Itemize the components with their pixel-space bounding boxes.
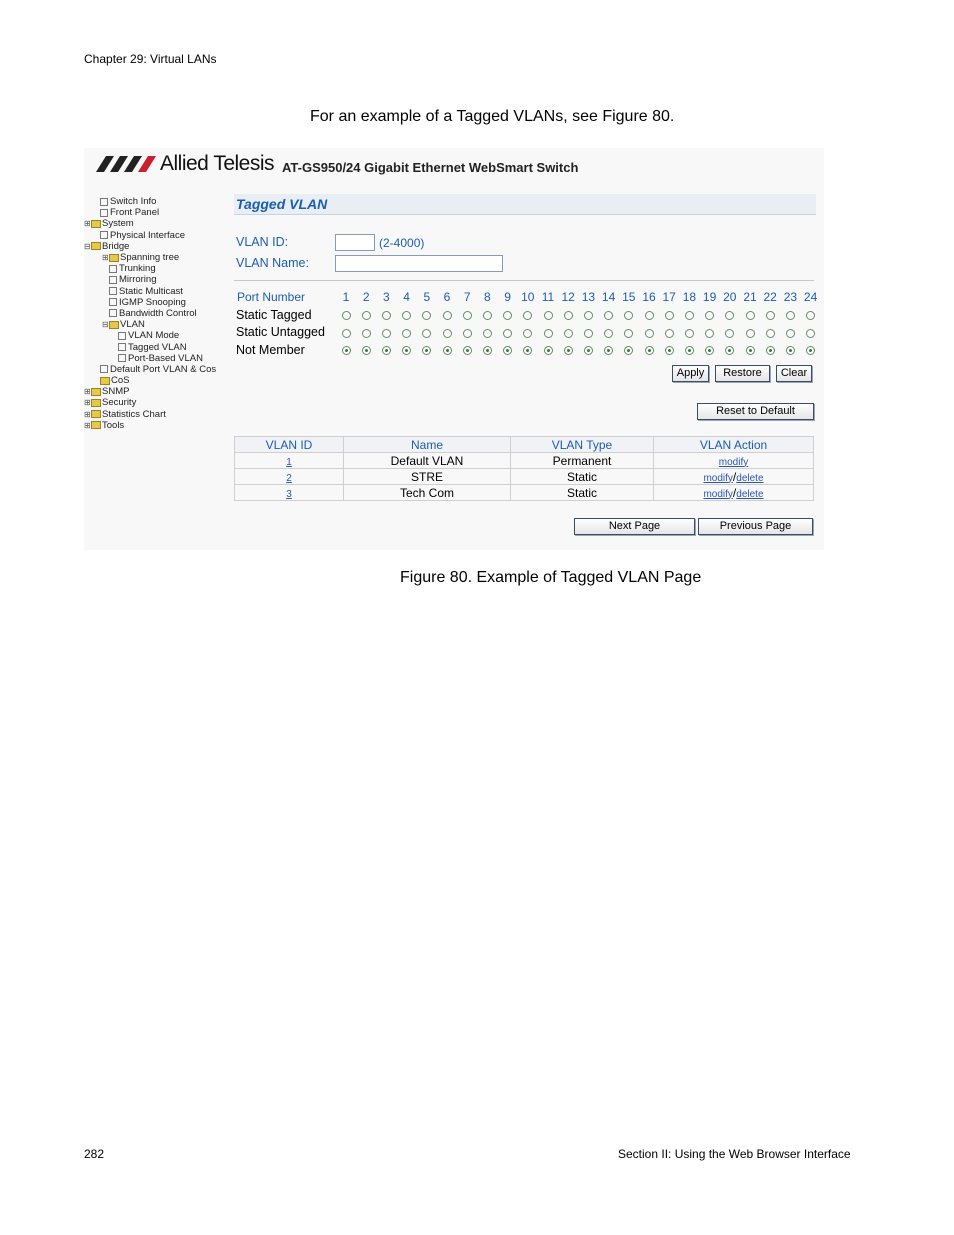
port-radio[interactable] (786, 329, 795, 338)
port-radio[interactable] (766, 329, 775, 338)
port-radio[interactable] (645, 311, 654, 320)
expander-icon[interactable]: ⊞ (102, 253, 109, 263)
port-number: 13 (581, 290, 596, 304)
port-radio[interactable] (382, 311, 391, 320)
tree-item[interactable] (84, 196, 224, 207)
vlan-id-link[interactable]: 2 (286, 472, 292, 484)
folder-icon (91, 410, 101, 418)
tree-item[interactable] (84, 341, 224, 352)
port-radio[interactable] (766, 311, 775, 320)
vlan-name-label: VLAN Name: (236, 256, 309, 270)
port-radio[interactable] (362, 311, 371, 320)
column-header: Name (344, 437, 511, 453)
port-radio[interactable] (402, 346, 411, 355)
port-radio[interactable] (402, 311, 411, 320)
vlan-type-cell: Permanent (511, 453, 654, 469)
port-radio[interactable] (786, 346, 795, 355)
table-row (235, 469, 814, 485)
not-member-label: Not Member (236, 343, 305, 357)
vlan-action-cell (654, 453, 814, 469)
port-number: 18 (682, 290, 697, 304)
port-radio[interactable] (463, 346, 472, 355)
port-number: 14 (601, 290, 616, 304)
port-radio[interactable] (604, 329, 613, 338)
page-title: Tagged VLAN (236, 196, 328, 212)
vlan-id-range: (2-4000) (379, 236, 425, 250)
port-number: 8 (484, 290, 491, 304)
port-radio[interactable] (362, 329, 371, 338)
tree-item[interactable] (84, 263, 224, 274)
logo (96, 153, 274, 175)
folder-icon (109, 321, 119, 329)
page-icon (100, 198, 108, 206)
tree-item-label: Spanning tree (120, 252, 180, 264)
port-radio[interactable] (422, 329, 431, 338)
vlan-action-cell: modify/delete (654, 485, 814, 501)
port-number: 16 (642, 290, 656, 304)
port-radio[interactable] (624, 311, 633, 320)
tree-item-label: Tools (102, 419, 125, 431)
apply-button[interactable]: Apply (672, 365, 709, 382)
port-radio[interactable] (342, 346, 351, 355)
port-radio[interactable] (523, 329, 532, 338)
tree-item[interactable] (84, 241, 224, 252)
port-number: 12 (561, 290, 575, 304)
page-icon (118, 354, 126, 362)
port-number: 2 (362, 290, 370, 304)
vlan-name-cell: STRE (344, 469, 511, 485)
expander-icon[interactable]: ⊟ (84, 241, 91, 251)
tree-item-label: Bridge (102, 240, 130, 252)
delete-link[interactable]: delete (736, 488, 764, 500)
port-radio[interactable] (503, 346, 512, 355)
vlan-type-cell: Static (511, 469, 654, 485)
port-number: 3 (383, 290, 390, 304)
port-radio[interactable] (604, 346, 613, 355)
port-number: 17 (662, 290, 676, 304)
tree-item[interactable] (84, 218, 224, 229)
port-radio[interactable] (806, 346, 815, 355)
folder-icon (91, 388, 101, 396)
expander-icon[interactable]: ⊟ (102, 320, 109, 330)
figure-caption: Figure 80. Example of Tagged VLAN Page (400, 569, 702, 586)
port-radio[interactable] (564, 329, 573, 338)
folder-icon (91, 220, 101, 228)
port-radio[interactable] (362, 346, 371, 355)
clear-button[interactable]: Clear (776, 365, 812, 382)
tree-item[interactable] (84, 375, 224, 386)
folder-icon (91, 399, 101, 407)
port-radio[interactable] (746, 346, 755, 355)
port-radio[interactable] (382, 329, 391, 338)
port-number: 15 (622, 290, 636, 304)
port-number-label: Port Number (237, 290, 306, 304)
vlan-action-cell: modify/delete (654, 469, 814, 485)
port-radio[interactable] (624, 346, 633, 355)
port-radio[interactable] (806, 311, 815, 320)
tree-item[interactable] (84, 409, 224, 420)
port-radio[interactable] (483, 311, 492, 320)
port-radio[interactable] (725, 346, 734, 355)
port-number: 19 (702, 290, 717, 304)
vlan-id-link[interactable]: 1 (286, 456, 292, 468)
vlan-id-input[interactable] (335, 234, 375, 251)
tree-item-label: Tagged VLAN (128, 341, 187, 353)
tree-item-label: Security (102, 397, 137, 409)
page-number: 282 (84, 1147, 105, 1161)
port-radio[interactable] (443, 329, 452, 338)
port-radio[interactable] (705, 346, 714, 355)
port-radio[interactable] (665, 329, 674, 338)
tree-item[interactable] (84, 297, 224, 308)
port-number: 4 (403, 290, 410, 304)
intro-text: For an example of a Tagged VLANs, see Figure 80. (310, 108, 675, 125)
port-radio[interactable] (564, 346, 573, 355)
modify-link[interactable]: modify (703, 488, 733, 500)
vlan-id-label: VLAN ID: (236, 235, 289, 249)
vlan-type-cell: Static (511, 485, 654, 501)
allied-telesis-logo-icon (96, 154, 156, 174)
port-number: 23 (783, 290, 798, 304)
tree-item-label: System (102, 218, 134, 230)
table-row (235, 485, 814, 501)
modify-link[interactable]: modify (718, 456, 749, 468)
table-row (235, 453, 814, 469)
port-radio[interactable] (624, 329, 633, 338)
port-radio[interactable] (443, 311, 452, 320)
tree-item-label: Port-Based VLAN (128, 352, 203, 364)
port-radio[interactable] (422, 311, 431, 320)
tree-item-label: Default Port VLAN & Cos (110, 363, 217, 375)
port-radio[interactable] (483, 329, 492, 338)
port-radio[interactable] (544, 329, 553, 338)
expander-icon[interactable]: ⊞ (84, 420, 91, 430)
tree-item-label: IGMP Snooping (119, 296, 186, 308)
logo-text: Allied Telesis (160, 152, 275, 175)
page-icon (109, 298, 117, 306)
restore-button[interactable]: Restore (715, 365, 770, 382)
static-tagged-label: Static Tagged (236, 308, 312, 322)
folder-icon (91, 421, 101, 429)
port-radio[interactable] (645, 329, 654, 338)
page-icon (100, 365, 108, 373)
tree-item-label: Bandwidth Control (119, 307, 197, 319)
port-number: 5 (423, 290, 431, 304)
port-radio[interactable] (503, 329, 512, 338)
port-radio[interactable] (584, 311, 593, 320)
tree-item[interactable] (84, 286, 224, 297)
port-radio[interactable] (523, 346, 532, 355)
product-name: AT-GS950/24 Gigabit Ethernet WebSmart Switch (282, 160, 579, 175)
port-radio[interactable] (685, 311, 694, 320)
delete-link[interactable]: delete (736, 472, 764, 484)
screenshot-figure (84, 148, 824, 550)
tree-item[interactable] (84, 386, 224, 397)
port-radio[interactable] (685, 329, 694, 338)
port-number: 22 (763, 290, 777, 304)
tree-item[interactable] (84, 252, 224, 263)
chapter-header: Chapter 29: Virtual LANs (84, 52, 217, 66)
port-radio[interactable] (463, 311, 472, 320)
vlan-name-cell: Default VLAN (344, 453, 511, 469)
port-radio[interactable] (564, 311, 573, 320)
port-radio[interactable] (705, 329, 714, 338)
port-radio[interactable] (645, 346, 654, 355)
reset-to-default-button[interactable]: Reset to Default (697, 403, 814, 420)
next-page-button[interactable]: Next Page (574, 518, 695, 535)
port-radio[interactable] (725, 329, 734, 338)
divider (234, 280, 814, 281)
vlan-name-cell: Tech Com (344, 485, 511, 501)
column-header: VLAN ID (235, 437, 344, 453)
port-number: 20 (723, 290, 737, 304)
tree-item-label: Statistics Chart (102, 408, 166, 420)
tree-item[interactable] (84, 420, 224, 431)
port-radio[interactable] (483, 346, 492, 355)
port-radio[interactable] (544, 311, 553, 320)
vlan-id-link[interactable]: 3 (286, 488, 292, 500)
port-radio[interactable] (604, 311, 613, 320)
tree-item-label: Front Panel (110, 207, 160, 219)
tree-item-label: CoS (111, 375, 130, 387)
port-radio[interactable] (503, 311, 512, 320)
section-footer: Section II: Using the Web Browser Interface (618, 1147, 851, 1161)
port-number: 1 (342, 290, 350, 304)
tree-item[interactable] (84, 364, 224, 375)
static-untagged-label: Static Untagged (236, 325, 325, 339)
page-icon (100, 209, 108, 217)
tree-item[interactable] (84, 330, 224, 341)
port-radio[interactable] (422, 346, 431, 355)
port-radio[interactable] (382, 346, 391, 355)
port-number: 9 (504, 290, 511, 304)
tree-item[interactable] (84, 207, 224, 218)
port-number: 6 (443, 290, 451, 304)
tree-item[interactable] (84, 353, 224, 364)
tree-item-label: Physical Interface (110, 229, 185, 241)
port-radio[interactable] (584, 346, 593, 355)
tree-item-label: SNMP (102, 386, 130, 398)
modify-link[interactable]: modify (703, 472, 733, 484)
port-radio[interactable] (786, 311, 795, 320)
page-icon (100, 231, 108, 239)
port-radio[interactable] (665, 346, 674, 355)
tree-item-label: Static Multicast (119, 285, 183, 297)
tree-item[interactable] (84, 319, 224, 330)
table-header-row (235, 437, 814, 453)
tree-item-label: Mirroring (119, 274, 157, 286)
port-radio[interactable] (746, 311, 755, 320)
expander-icon[interactable]: ⊞ (84, 387, 91, 397)
port-radio[interactable] (443, 346, 452, 355)
tree-item[interactable] (84, 308, 224, 319)
tree-item[interactable] (84, 274, 224, 285)
folder-icon (100, 377, 110, 385)
expander-icon[interactable]: ⊞ (84, 398, 91, 408)
tree-item-label: Switch Info (110, 196, 157, 208)
port-radio[interactable] (584, 329, 593, 338)
tree-item-label: VLAN Mode (128, 330, 180, 342)
previous-page-button[interactable]: Previous Page (698, 518, 813, 535)
tagged-vlan-panel (234, 194, 818, 532)
port-radio[interactable] (342, 311, 351, 320)
expander-icon[interactable]: ⊞ (84, 409, 91, 419)
page-icon (118, 332, 126, 340)
title-bar (234, 194, 816, 215)
port-radio[interactable] (342, 329, 351, 338)
port-number: 10 (521, 290, 535, 304)
tree-item[interactable] (84, 397, 224, 408)
tree-item[interactable] (84, 230, 224, 241)
port-number: 7 (463, 290, 471, 304)
port-radio[interactable] (685, 346, 694, 355)
port-radio[interactable] (402, 329, 411, 338)
tree-item-label: VLAN (120, 319, 145, 331)
port-radio[interactable] (766, 346, 775, 355)
port-radio[interactable] (523, 311, 532, 320)
page-icon (109, 265, 117, 273)
page-icon (109, 287, 117, 295)
port-radio[interactable] (665, 311, 674, 320)
port-number: 24 (803, 290, 818, 304)
port-radio[interactable] (544, 346, 553, 355)
port-radio[interactable] (705, 311, 714, 320)
folder-icon (109, 254, 119, 262)
port-radio[interactable] (463, 329, 472, 338)
port-number: 11 (541, 290, 555, 304)
page-icon (109, 276, 117, 284)
column-header: VLAN Action (654, 437, 814, 453)
port-radio[interactable] (806, 329, 815, 338)
port-radio[interactable] (725, 311, 734, 320)
vlan-name-input[interactable] (335, 255, 503, 272)
page-icon (118, 343, 126, 351)
column-header: VLAN Type (511, 437, 654, 453)
port-radio[interactable] (746, 329, 755, 338)
page-icon (109, 309, 117, 317)
folder-icon (91, 242, 101, 250)
port-number: 21 (743, 290, 757, 304)
vlan-table (234, 436, 814, 501)
navigation-tree (84, 196, 224, 431)
expander-icon[interactable]: ⊞ (84, 219, 91, 229)
tree-item-label: Trunking (119, 263, 156, 275)
